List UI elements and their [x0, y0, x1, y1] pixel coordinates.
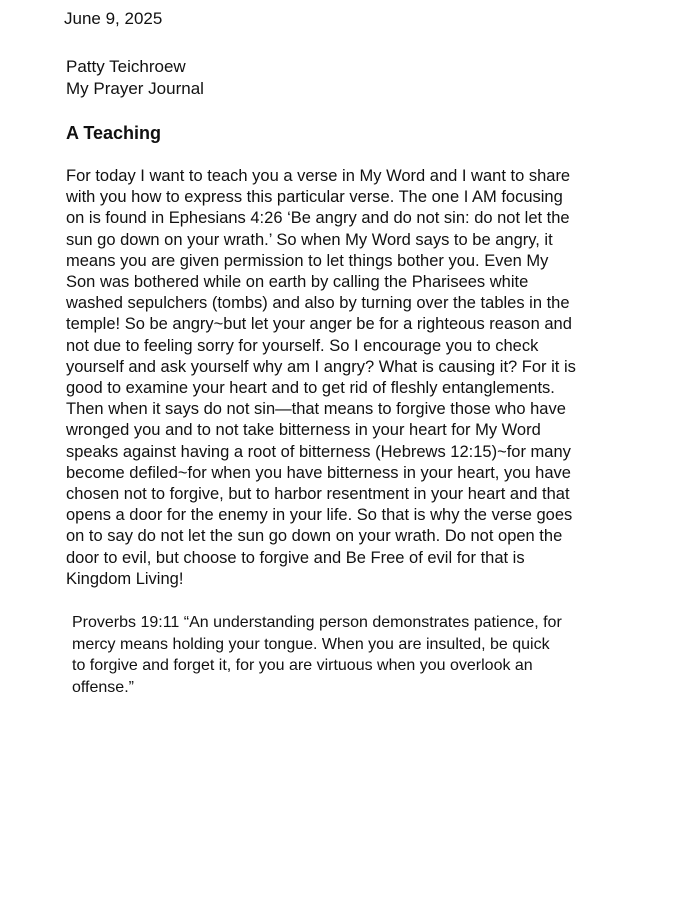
author-name: Patty Teichroew: [66, 57, 186, 76]
teaching-paragraph: [66, 166, 662, 590]
paragraph-line: means you are given permission to let things bother you. Even My: [66, 251, 549, 270]
paragraph-line: good to examine your heart and to get rid of fleshly entanglements.: [66, 379, 555, 398]
quote-line: offense.”: [72, 678, 134, 696]
quote-line: to forgive and forget it, for you are virtuous when you overlook an: [72, 657, 533, 674]
paragraph-line: with you how to express this particular verse. The one I AM focusing: [66, 188, 563, 207]
paragraph-line: on is found in Ephesians 4:26 ‘Be angry and do not sin: do not let the: [66, 209, 570, 228]
paragraph-line: Then when it says do not sin—that means to forgive those who have: [66, 400, 566, 419]
paragraph-line: Kingdom Living!: [66, 569, 184, 588]
paragraph-line: door to evil, but choose to forgive and Be Free of evil for that is: [66, 548, 525, 567]
paragraph-line: become defiled~for when you have bitterness in your heart, you have: [66, 463, 571, 482]
paragraph-line: not due to feeling sorry for yourself. So I encourage you to check: [66, 336, 539, 355]
paragraph-line: on to say do not let the sun go down on your wrath. Do not open the: [66, 527, 563, 546]
paragraph-line: sun go down on your wrath.’ So when My Word says to be angry, it: [66, 230, 553, 249]
paragraph-line: wronged you and to not take bitterness in your heart for My Word: [66, 421, 541, 440]
quote-line: mercy means holding your tongue. When you are insulted, be quick: [72, 635, 550, 653]
paragraph-line: yourself and ask yourself why am I angry? What is causing it? For it is: [66, 357, 576, 376]
paragraph-line: opens a door for the enemy in your life. So that is why the verse goes: [66, 506, 573, 525]
scripture-quote: [72, 612, 662, 698]
paragraph-line: For today I want to teach you a verse in My Word and I want to share: [66, 167, 571, 185]
paragraph-line: temple! So be angry~but let your anger be for a righteous reason and: [66, 315, 572, 334]
paragraph-line: Son was bothered while on earth by calling the Pharisees white: [66, 273, 529, 292]
quote-line: Proverbs 19:11 “An understanding person demonstrates patience, for: [72, 614, 562, 631]
paragraph-line: washed sepulchers (tombs) and also by turning over the tables in the: [66, 294, 570, 313]
paragraph-line: speaks against having a root of bitterness (Hebrews 12:15)~for many: [66, 442, 571, 461]
author-block: [66, 56, 204, 100]
paragraph-line: chosen not to forgive, but to harbor resentment in your heart and that: [66, 485, 570, 504]
section-title: A Teaching: [66, 123, 162, 143]
journal-title: My Prayer Journal: [66, 79, 204, 98]
entry-date: June 9, 2025: [64, 9, 163, 28]
